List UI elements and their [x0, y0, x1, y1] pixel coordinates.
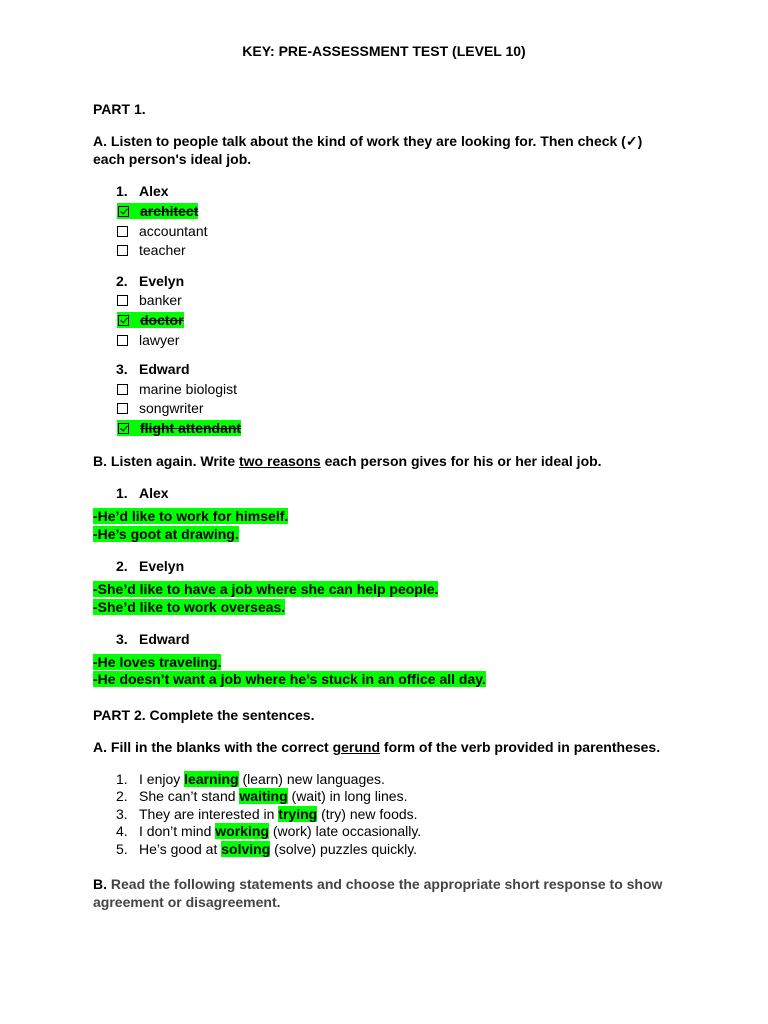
answer-line: -He loves traveling. [93, 654, 222, 670]
highlight [117, 312, 184, 328]
option-row[interactable] [117, 241, 186, 259]
answer-line: -He’s goot at drawing. [93, 526, 239, 542]
reason-name: Edward [139, 631, 190, 647]
instruction-text: A. Fill in the blanks with the correct [93, 739, 333, 755]
option-label: accountant [139, 223, 208, 239]
highlight [117, 203, 198, 219]
reason-number: 3. [116, 631, 128, 647]
answer-line: -She’d like to work overseas. [93, 599, 286, 615]
option-label: architect [140, 203, 199, 219]
sentence-post: (wait) in long lines. [287, 788, 408, 804]
checkbox[interactable] [117, 403, 128, 414]
part1-heading: PART 1. [93, 101, 146, 117]
highlight [117, 420, 241, 436]
gerund-answer: learning [184, 771, 239, 787]
checkbox[interactable] [117, 226, 128, 237]
reason-name: Evelyn [139, 558, 185, 574]
reason-name: Alex [139, 485, 169, 501]
reason-number: 1. [116, 485, 128, 501]
sentence-row [116, 806, 418, 822]
sentence-post: (work) late occasionally. [268, 823, 422, 839]
sentence-number: 1. [116, 771, 128, 787]
group-name: Evelyn [139, 273, 185, 289]
checkbox[interactable] [117, 384, 128, 395]
sentence-post: (solve) puzzles quickly. [270, 841, 418, 857]
group-name: Edward [139, 361, 190, 377]
part2-heading: PART 2. Complete the sentences. [93, 707, 315, 723]
option-row[interactable] [117, 311, 184, 329]
part1-b-instruction [93, 453, 602, 469]
checkbox[interactable] [117, 295, 128, 306]
instruction-underlined: two reasons [239, 453, 321, 469]
option-row[interactable] [117, 399, 204, 417]
group-number: 3. [116, 361, 128, 377]
checkbox-checked[interactable] [118, 423, 129, 434]
part2-b-instruction-line1 [93, 876, 662, 892]
instruction-text: B. Listen again. Write [93, 453, 239, 469]
page-title: KEY: PRE-ASSESSMENT TEST (LEVEL 10) [242, 43, 526, 59]
answer-line: -He’d like to work for himself. [93, 508, 289, 524]
part1-a-instruction-line1: A. Listen to people talk about the kind of work they are looking for. Then check (✓) [93, 133, 643, 149]
sentence-row [116, 771, 385, 787]
sentence-number: 4. [116, 823, 128, 839]
option-row[interactable] [117, 291, 182, 309]
sentence-pre: She can’t stand [139, 788, 240, 804]
instruction-text: form of the verb provided in parentheses. [380, 739, 661, 755]
part2-a-instruction [93, 739, 660, 755]
gerund-answer: solving [221, 841, 271, 857]
checkbox[interactable] [117, 245, 128, 256]
gerund-answer: working [215, 823, 269, 839]
option-row[interactable] [117, 222, 208, 240]
option-label: flight attendant [140, 420, 242, 436]
option-label: banker [139, 292, 182, 308]
sentence-pre: I don’t mind [139, 823, 216, 839]
option-label: lawyer [139, 332, 180, 348]
sentence-pre: He’s good at [139, 841, 222, 857]
option-row[interactable] [117, 380, 237, 398]
option-row[interactable] [117, 202, 198, 220]
answer-line: -She’d like to have a job where she can help people. [93, 581, 439, 597]
sentence-pre: I enjoy [139, 771, 185, 787]
reason-number: 2. [116, 558, 128, 574]
part2-b-instruction-line2: agreement or disagreement. [93, 894, 281, 910]
instruction-text: Read the following statements and choose the appropriate short response to show [110, 876, 663, 892]
group-number: 1. [116, 183, 128, 199]
sentence-pre: They are interested in [139, 806, 279, 822]
option-label: songwriter [139, 400, 204, 416]
instruction-text: each person gives for his or her ideal job. [320, 453, 602, 469]
option-label: teacher [139, 242, 186, 258]
instruction-underlined: gerund [332, 739, 381, 755]
sentence-number: 2. [116, 788, 128, 804]
part2-b-label: B. [93, 876, 107, 892]
checkbox-checked[interactable] [118, 315, 129, 326]
group-number: 2. [116, 273, 128, 289]
sentence-row [116, 841, 417, 857]
gerund-answer: trying [278, 806, 318, 822]
sentence-row [116, 788, 407, 804]
sentence-post: (learn) new languages. [238, 771, 385, 787]
gerund-answer: waiting [239, 788, 288, 804]
sentence-row [116, 823, 421, 839]
answer-line: -He doesn’t want a job where he’s stuck in an office all day. [93, 671, 486, 687]
sentence-number: 5. [116, 841, 128, 857]
checkbox[interactable] [117, 335, 128, 346]
group-name: Alex [139, 183, 169, 199]
option-label: marine biologist [139, 381, 238, 397]
option-label: doctor [140, 312, 184, 328]
sentence-post: (try) new foods. [317, 806, 418, 822]
checkbox-checked[interactable] [118, 206, 129, 217]
part1-a-instruction-line2: each person's ideal job. [93, 151, 252, 167]
option-row[interactable] [117, 331, 179, 349]
option-row[interactable] [117, 419, 241, 437]
sentence-number: 3. [116, 806, 128, 822]
